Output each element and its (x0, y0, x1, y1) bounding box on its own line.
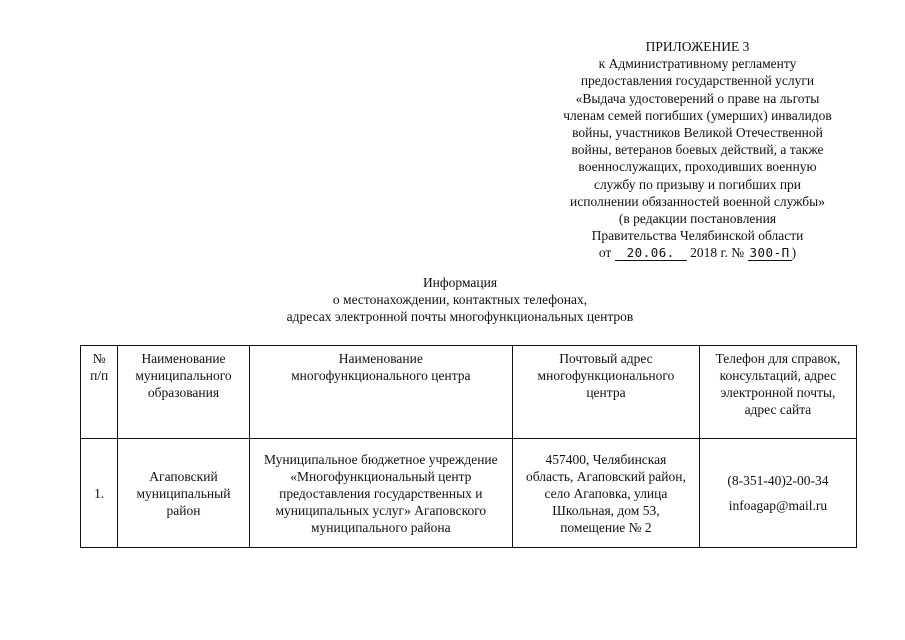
date-prefix: от (598, 245, 612, 261)
cell-center: Муниципальное бюджетное учреждение «Многофункциональный центр предоставления государственных и муниципальных услуг» Агаповского муниципального района (249, 439, 512, 548)
appendix-line: предоставления государственной услуги (580, 73, 815, 89)
table-row (81, 439, 857, 548)
appendix-title: ПРИЛОЖЕНИЕ 3 (645, 39, 750, 54)
resolution-number: 300-П (749, 245, 790, 261)
cell-num: 1. (81, 439, 118, 548)
appendix-line: членам семей погибших (умерших) инвалидов (563, 107, 832, 123)
header-address: Почтовый адрес многофункционального центра (513, 346, 700, 439)
appendix-line: Правительства Челябинской области (591, 228, 804, 244)
resolution-date-line (540, 244, 855, 261)
header-num: № п/п (81, 346, 118, 439)
appendix-line: (в редакции постановления (618, 211, 777, 227)
appendix-line: исполнении обязанностей военной службы» (570, 193, 825, 209)
phone-number: (8-351-40)2-00-34 (727, 473, 829, 488)
info-title-line: Информация (422, 275, 498, 290)
cell-contacts (699, 439, 856, 548)
email-address: infoagap@mail.ru (728, 498, 828, 513)
cell-municipality: Агаповский муниципальный район (118, 439, 249, 548)
appendix-line: военнослужащих, проходивших военную (578, 159, 817, 175)
appendix-line: к Административному регламенту (598, 56, 797, 72)
header-contacts: Телефон для справок, консультаций, адрес электронной почты, адрес сайта (699, 346, 856, 439)
info-title (200, 274, 720, 325)
appendix-line: войны, ветеранов боевых действий, а также (571, 142, 824, 158)
resolution-year: 2018 г. № (690, 245, 745, 261)
appendix-line: «Выдача удостоверений о праве на льготы (575, 90, 820, 106)
resolution-date: 20.06. (615, 246, 687, 261)
table-header-row (81, 346, 857, 439)
appendix-line: войны, участников Великой Отечественной (572, 125, 823, 141)
appendix-header (540, 38, 855, 262)
mfc-table (80, 345, 857, 548)
info-subtitle-line: адресах электронной почты многофункциональных центров (286, 309, 634, 324)
appendix-line: службу по призыву и погибших при (593, 176, 802, 192)
cell-address: 457400, Челябинская область, Агаповский район, село Агаповка, улица Школьная, дом 53, помещение № 2 (513, 439, 700, 548)
header-municipality: Наименование муниципального образования (118, 346, 249, 439)
header-center: Наименование многофункционального центра (249, 346, 512, 439)
info-subtitle-line: о местонахождении, контактных телефонах, (332, 292, 588, 307)
closing-paren: ) (791, 245, 797, 261)
